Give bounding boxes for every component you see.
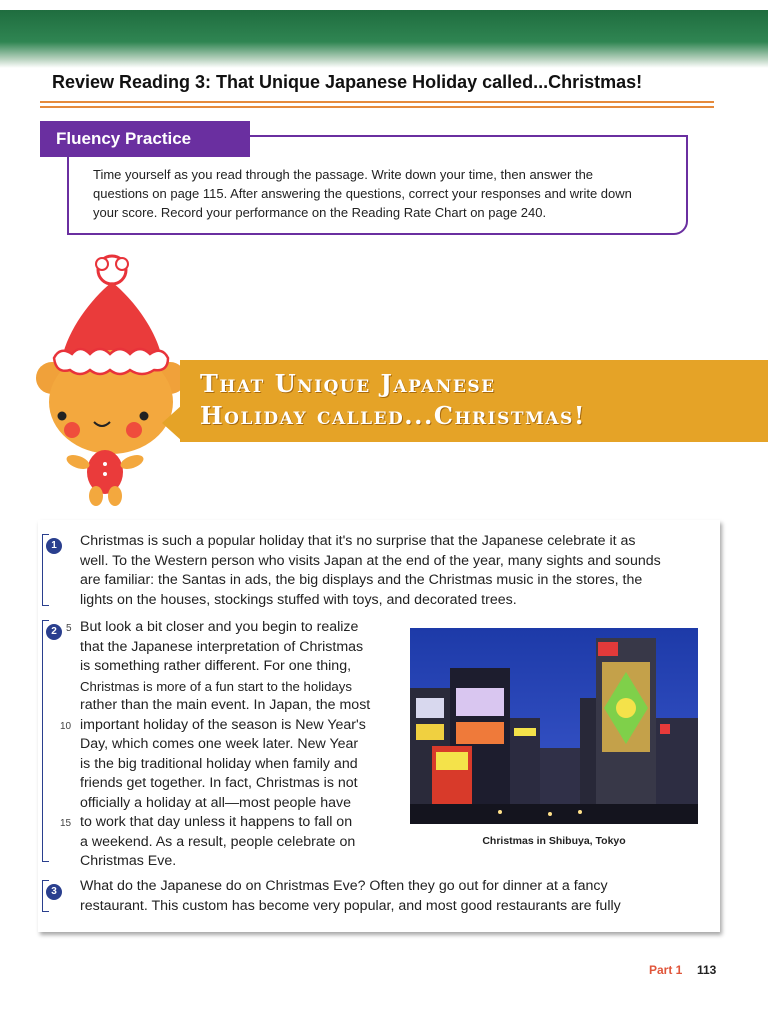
paragraph-bracket	[42, 620, 49, 862]
passage-line: is the big traditional holiday when family and	[80, 755, 358, 772]
passage-line: a weekend. As a result, people celebrate on	[80, 833, 356, 850]
passage-line: restaurant. This custom has become very popular, and most good restaurants are fully	[80, 897, 621, 914]
passage-line: lights on the houses, stockings stuffed with toys, and decorated trees.	[80, 591, 517, 608]
passage-line: rather than the main event. In Japan, the most	[80, 697, 371, 713]
photo-caption: Christmas in Shibuya, Tokyo	[482, 835, 626, 847]
passage-line: well. To the Western person who visits Japan at the end of the year, many sights and sounds	[80, 552, 661, 569]
fluency-line: your score. Record your performance on the Reading Rate Chart on page 240.	[93, 205, 547, 220]
passage-line: is something rather different. For one thing,	[80, 658, 352, 674]
story-title	[200, 368, 760, 432]
santa-bear-mascot-illustration	[30, 250, 190, 510]
story-title-line-1: That Unique Japanese	[200, 369, 496, 398]
footer-part-label: Part 1	[649, 963, 683, 977]
passage-line: Day, which comes one week later. New Year	[80, 736, 359, 752]
fluency-instructions	[93, 165, 678, 222]
passage-line: officially a holiday at all—most people have	[80, 794, 352, 811]
passage-line: Christmas is such a popular holiday that it's no surprise that the Japanese celebrate it as	[80, 533, 636, 549]
line-number: 10	[60, 721, 72, 732]
paragraph-3	[80, 877, 710, 916]
header-green-band	[0, 10, 768, 68]
fluency-line: questions on page 115. After answering the questions, correct your responses and write down	[93, 186, 632, 201]
paragraph-number-badge: 3	[46, 884, 62, 900]
fluency-practice-tab: Fluency Practice	[40, 121, 250, 157]
passage-line: are familiar: the Santas in ads, the big displays and the Christmas music in the stores, the	[80, 572, 643, 588]
passage-line: What do the Japanese do on Christmas Eve? Often they go out for dinner at a fancy	[80, 878, 608, 894]
title-rule-bottom	[40, 106, 714, 108]
story-title-line-2: Holiday called...Christmas!	[200, 401, 586, 430]
review-title: Review Reading 3: That Unique Japanese Holiday called...Christmas!	[52, 72, 643, 92]
line-number: 5	[66, 623, 72, 634]
passage-line: that the Japanese interpretation of Christmas	[80, 638, 364, 655]
paragraph-number-badge: 1	[46, 538, 62, 554]
paragraph-2	[80, 618, 400, 872]
page-number: 113	[697, 963, 717, 977]
line-number: 15	[60, 818, 72, 829]
passage-line: But look a bit closer and you begin to realize	[80, 619, 359, 635]
paragraph-1	[80, 532, 710, 610]
title-rule-top	[40, 101, 714, 103]
fluency-line: Time yourself as you read through the passage. Write down your time, then answer the	[93, 167, 594, 182]
passage-line: to work that day unless it happens to fall on	[80, 814, 353, 830]
passage-line: Christmas is more of a fun start to the holidays	[80, 678, 352, 694]
passage-line: Christmas Eve.	[80, 853, 177, 869]
passage-line: important holiday of the season is New Year's	[80, 716, 366, 733]
paragraph-number-badge: 2	[46, 624, 62, 640]
passage-line: friends get together. In fact, Christmas is not	[80, 775, 358, 791]
shibuya-night-photo	[410, 628, 698, 824]
banner-speech-tip	[162, 405, 182, 441]
